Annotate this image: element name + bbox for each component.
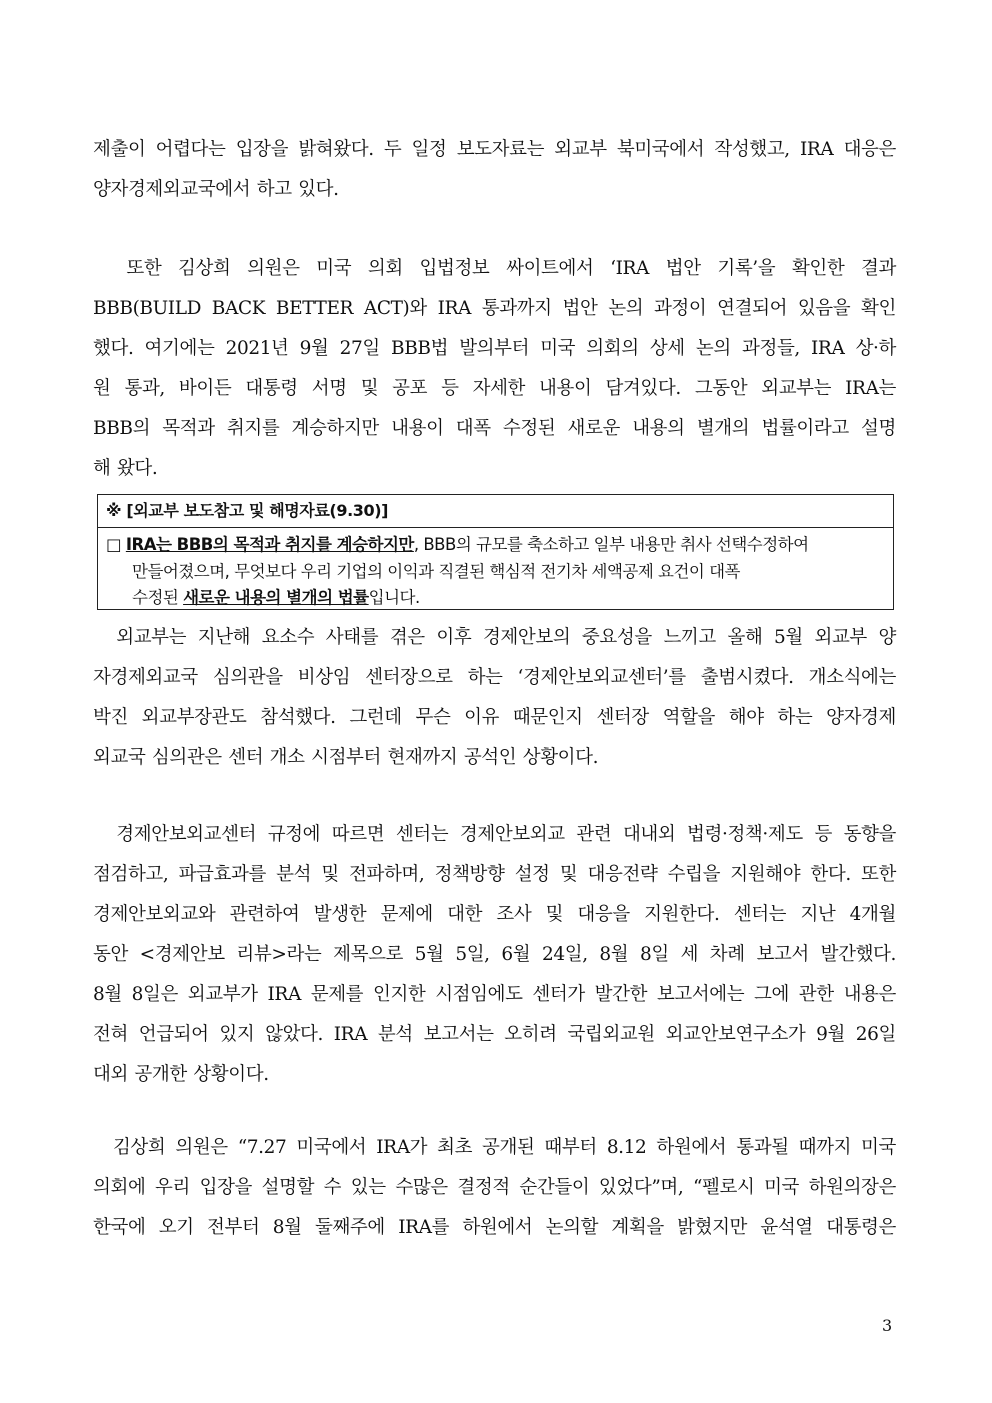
note-title: ※ [외교부 보도참고 및 해명자료(9.30)] <box>98 495 893 528</box>
text-line: 경제안보외교와 관련하여 발생한 문제에 대한 조사 및 대응을 지원한다. 센터는 지난 4개월 <box>93 904 896 925</box>
text-line: BBB(BUILD BACK BETTER ACT)와 IRA 통과까지 법안 논의 과정이 연결되어 있음을 확인 <box>93 298 896 319</box>
note-emphasis: 새로운 내용의 별개의 법률 <box>183 588 369 607</box>
text-line: 자경제외교국 심의관을 비상임 센터장으로 하는 ‘경제안보외교센터’를 출범시켰다. 개소식에는 <box>93 667 896 688</box>
text-line: 김상희 의원은 “7.27 미국에서 IRA가 최초 공개된 때부터 8.12 하원에서 통과될 때까지 미국 <box>93 1137 896 1158</box>
note-line: 만들어졌으며, 무엇보다 우리 기업의 이익과 직결된 핵심적 전기차 세액공제 요건이 대폭 <box>132 561 740 581</box>
note-text: , BBB의 규모를 축소하고 일부 내용만 취사 선택수정하여 <box>413 535 809 554</box>
text-line: 원 통과, 바이든 대통령 서명 및 공포 등 자세한 내용이 담겨있다. 그동안 외교부는 IRA는 <box>93 378 896 399</box>
text-line: 해 왔다. <box>93 458 158 479</box>
page-number: 3 <box>882 1316 893 1335</box>
note-box <box>97 494 894 610</box>
paragraph-1 <box>93 130 896 210</box>
text-line: 박진 외교부장관도 참석했다. 그런데 무슨 이유 때문인지 센터장 역할을 해야 하는 양자경제 <box>93 707 896 728</box>
paragraph-2 <box>93 249 896 489</box>
text-line: 양자경제외교국에서 하고 있다. <box>93 179 339 200</box>
text-line: 의회에 우리 입장을 설명할 수 있는 수많은 결정적 순간들이 있었다”며, “펠로시 미국 하원의장은 <box>93 1177 896 1198</box>
checkbox-bullet: □ <box>106 535 126 554</box>
text-line: 외교국 심의관은 센터 개소 시점부터 현재까지 공석인 상황이다. <box>93 747 599 768</box>
text-line: 했다. 여기에는 2021년 9월 27일 BBB법 발의부터 미국 의회의 상세 논의 과정들, IRA 상·하 <box>93 338 896 359</box>
text-line: 외교부는 지난해 요소수 사태를 겪은 이후 경제안보의 중요성을 느끼고 올해 5월 외교부 양 <box>93 627 896 648</box>
text-line: 또한 김상희 의원은 미국 의회 입법정보 싸이트에서 ‘IRA 법안 기록’을 확인한 결과 <box>93 258 896 279</box>
text-line: 8월 8일은 외교부가 IRA 문제를 인지한 시점임에도 센터가 발간한 보고서에는 그에 관한 내용은 <box>93 984 896 1005</box>
text-line: 전혀 언급되어 있지 않았다. IRA 분석 보고서는 오히려 국립외교원 외교안보연구소가 9월 26일 <box>93 1024 896 1045</box>
text-line: 경제안보외교센터 규정에 따르면 센터는 경제안보외교 관련 대내외 법령·정책·제도 등 동향을 <box>93 824 896 845</box>
text-line: 점검하고, 파급효과를 분석 및 전파하며, 정책방향 설정 및 대응전략 수립을 지원해야 한다. 또한 <box>93 864 896 885</box>
paragraph-3 <box>93 618 896 778</box>
text-line: BBB의 목적과 취지를 계승하지만 내용이 대폭 수정된 새로운 내용의 별개의 법률이라고 설명 <box>93 418 896 439</box>
note-text: 수정된 <box>132 588 184 607</box>
note-line <box>106 532 885 559</box>
text-line: 제출이 어렵다는 입장을 밝혀왔다. 두 일정 보도자료는 외교부 북미국에서 작성했고, IRA 대응은 <box>93 139 896 160</box>
text-line: 한국에 오기 전부터 8월 둘째주에 IRA를 하원에서 논의할 계획을 밝혔지만 윤석열 대통령은 <box>93 1217 896 1238</box>
note-emphasis: IRA는 BBB의 목적과 취지를 계승하지만 <box>125 535 414 554</box>
note-line <box>106 585 885 612</box>
paragraph-5 <box>93 1128 896 1248</box>
note-body <box>98 528 893 612</box>
note-text: 입니다. <box>368 588 420 607</box>
text-line: 대외 공개한 상황이다. <box>93 1064 269 1085</box>
text-line: 동안 <경제안보 리뷰>라는 제목으로 5월 5일, 6월 24일, 8월 8일 세 차례 보고서 발간했다. <box>93 944 896 965</box>
paragraph-4 <box>93 815 896 1095</box>
